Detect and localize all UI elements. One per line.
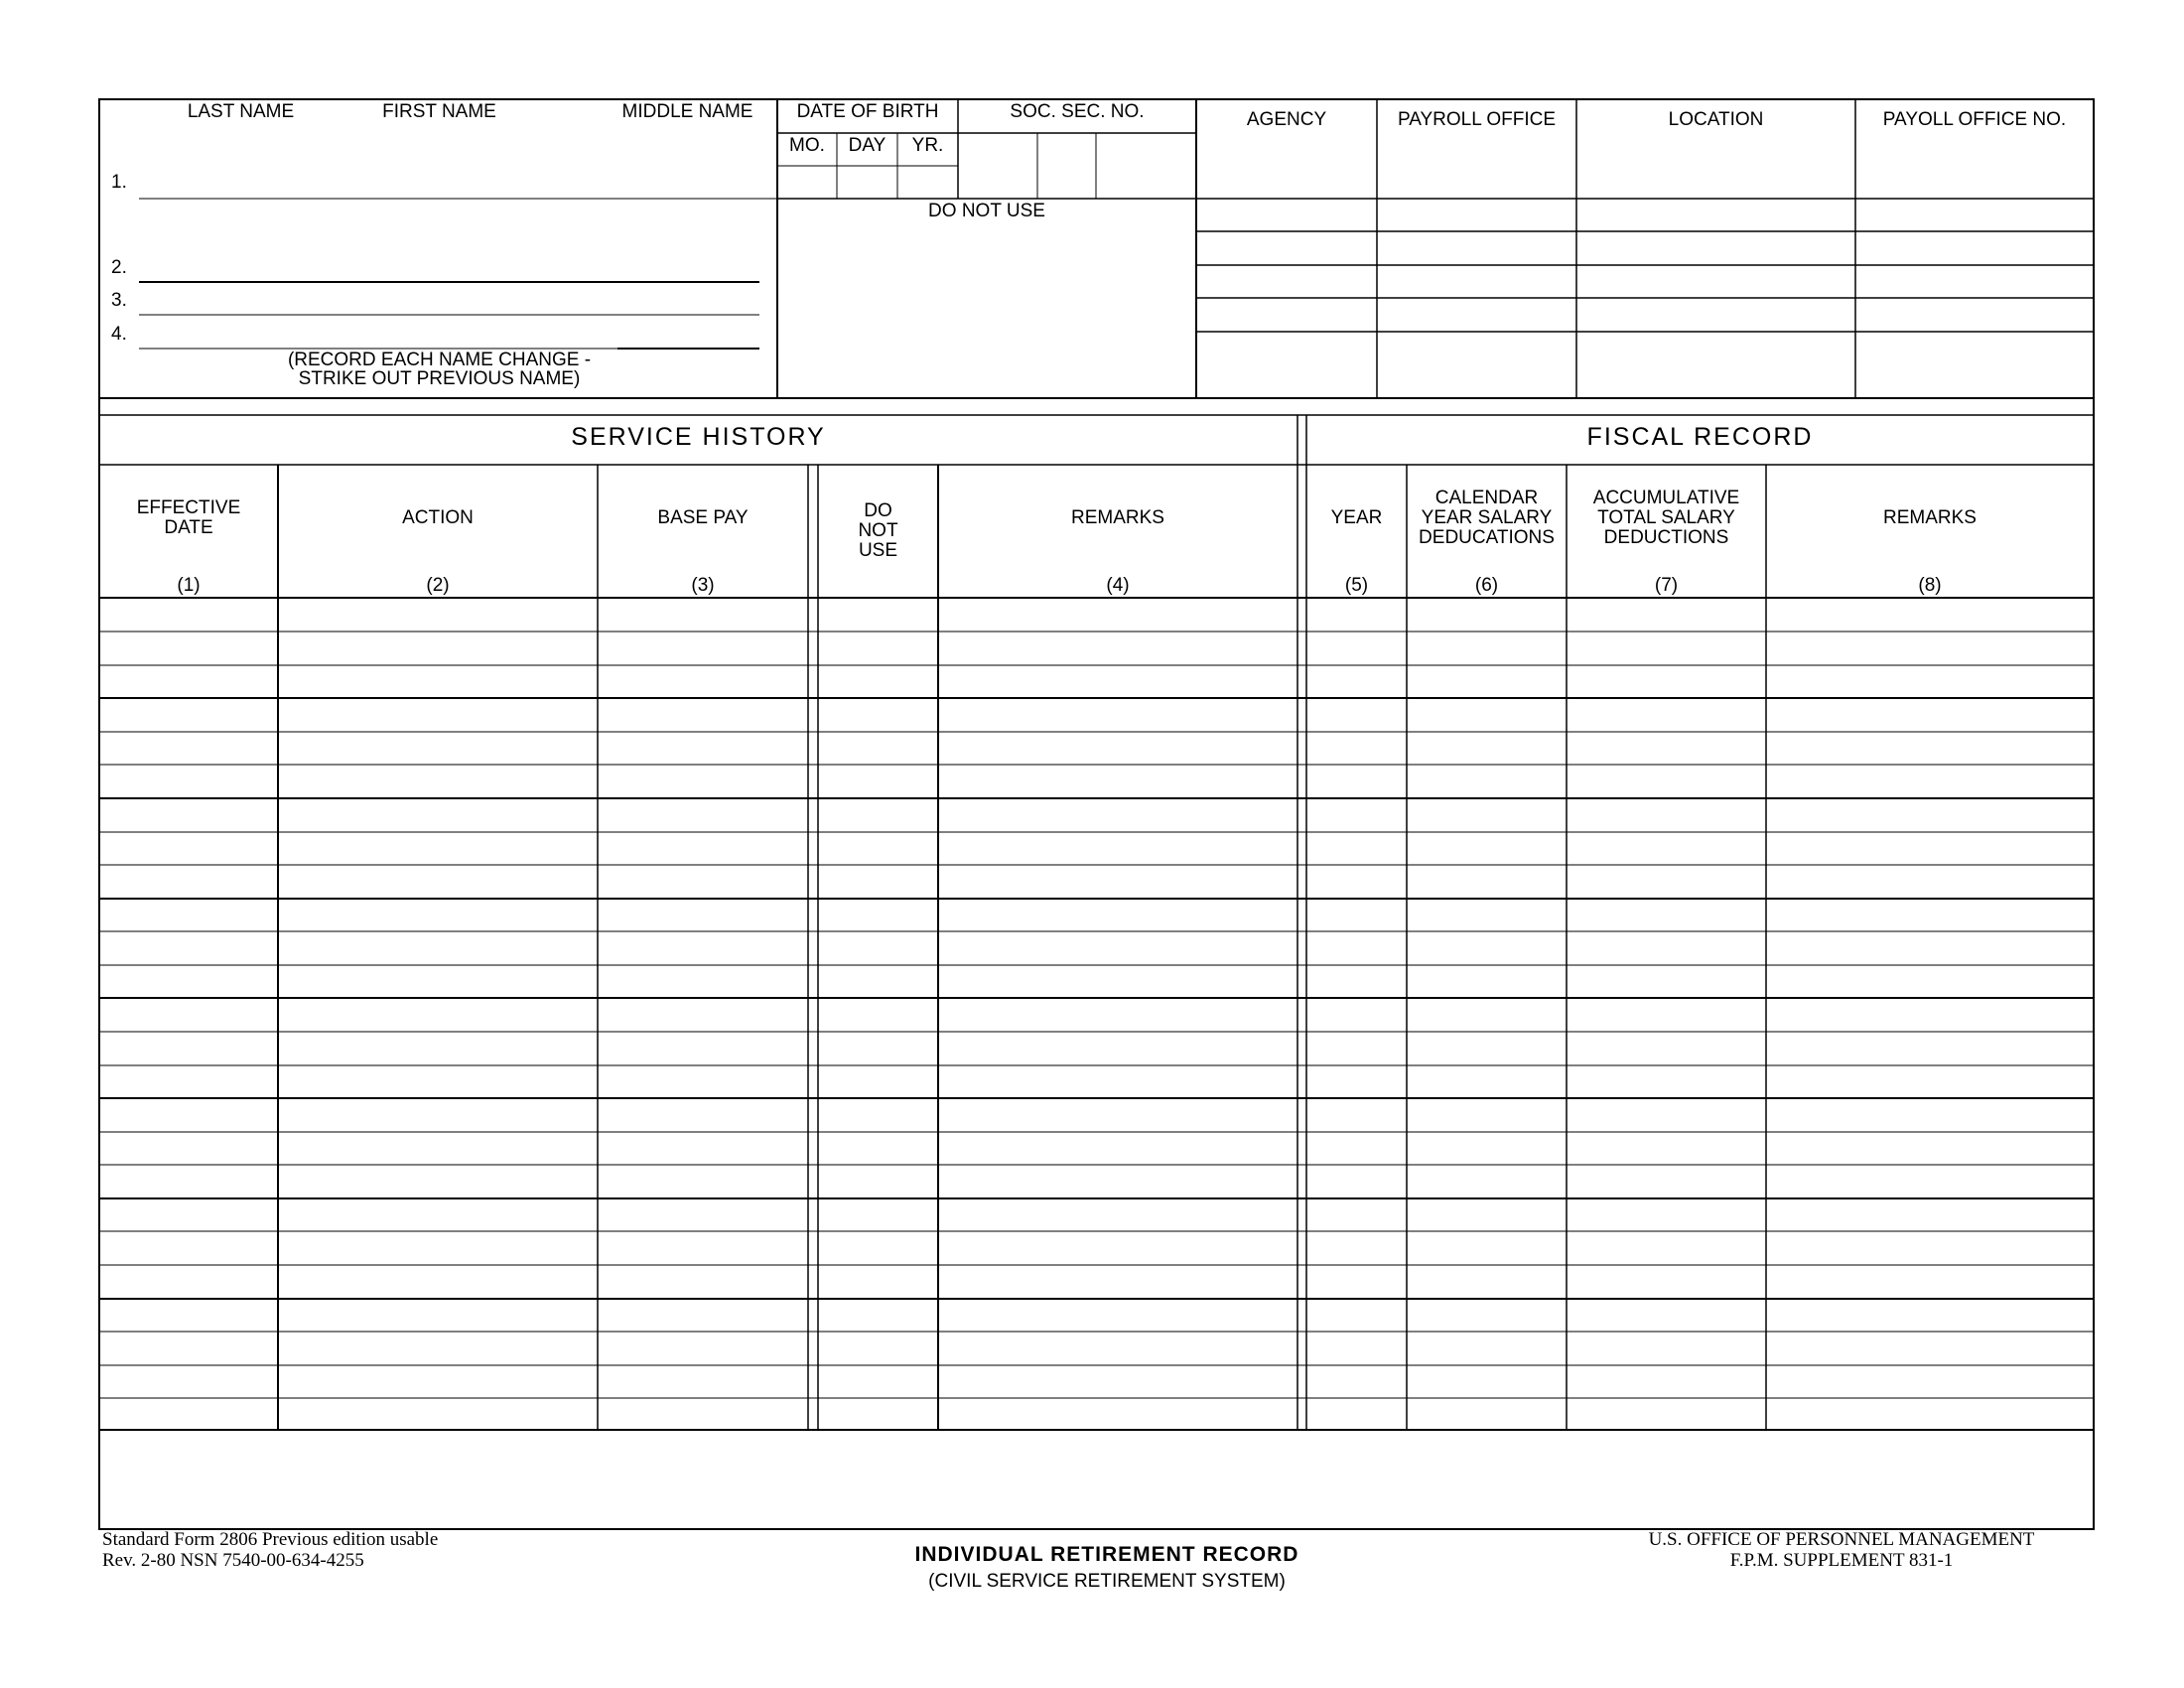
name-line-number: 4. [111,324,127,345]
form-subtitle: (CIVIL SERVICE RETIREMENT SYSTEM) [928,1571,1286,1592]
middle-name-label: MIDDLE NAME [621,101,753,122]
fpm-supplement: F.P.M. SUPPLEMENT 831-1 [1729,1550,1954,1571]
name-change-note: STRIKE OUT PREVIOUS NAME) [298,368,581,389]
do-not-use-label: DO NOT USE [928,201,1045,221]
form-revision: Rev. 2-80 NSN 7540-00-634-4255 [102,1550,364,1571]
name-line-number: 1. [111,172,127,193]
dob-day-label: DAY [848,135,887,156]
name-change-note: (RECORD EACH NAME CHANGE - [287,350,592,370]
name-field-2[interactable] [139,250,759,280]
name-field-1[interactable] [139,159,774,197]
col-effective-date-header: EFFECTIVE DATE [136,497,241,538]
col-number: (8) [1918,575,1942,596]
name-line-number: 3. [111,290,127,311]
form-title: INDIVIDUAL RETIREMENT RECORD [914,1543,1299,1566]
first-name-label: FIRST NAME [382,101,496,122]
ssn-label: SOC. SEC. NO. [1010,101,1145,122]
col-calendar-year-deductions-header: CALENDAR YEAR SALARY DEDUCATIONS [1419,488,1555,548]
col-fiscal-remarks-header: REMARKS [1883,507,1977,528]
col-action-header: ACTION [402,507,474,528]
fiscal-record-title: FISCAL RECORD [1586,423,1814,451]
col-remarks-header: REMARKS [1071,507,1164,528]
issuing-agency: U.S. OFFICE OF PERSONNEL MANAGEMENT [1648,1529,2035,1550]
name-field-3[interactable] [139,285,759,313]
service-history-title: SERVICE HISTORY [571,423,826,451]
last-name-label: LAST NAME [187,101,295,122]
date-of-birth-label: DATE OF BIRTH [796,101,939,122]
name-field-4[interactable] [139,318,759,347]
col-do-not-use-header: DO NOT USE [858,500,898,561]
col-number: (1) [177,575,201,596]
col-number: (6) [1474,575,1499,596]
col-number: (4) [1106,575,1130,596]
col-base-pay-header: BASE PAY [657,507,749,528]
name-line-number: 2. [111,257,127,278]
form-number: Standard Form 2806 Previous edition usable [102,1529,439,1550]
dob-month-label: MO. [789,135,825,156]
col-number: (2) [426,575,450,596]
location-label: LOCATION [1668,109,1764,130]
col-number: (7) [1654,575,1679,596]
dob-year-label: YR. [911,135,944,156]
payroll-office-no-label: PAYOLL OFFICE NO. [1882,109,2067,130]
col-number: (3) [691,575,715,596]
payroll-office-label: PAYROLL OFFICE [1397,109,1557,130]
col-accumulative-deductions-header: ACCUMULATIVE TOTAL SALARY DEDUCTIONS [1592,488,1740,548]
col-number: (5) [1344,575,1369,596]
agency-label: AGENCY [1246,109,1327,130]
col-year-header: YEAR [1330,507,1383,528]
